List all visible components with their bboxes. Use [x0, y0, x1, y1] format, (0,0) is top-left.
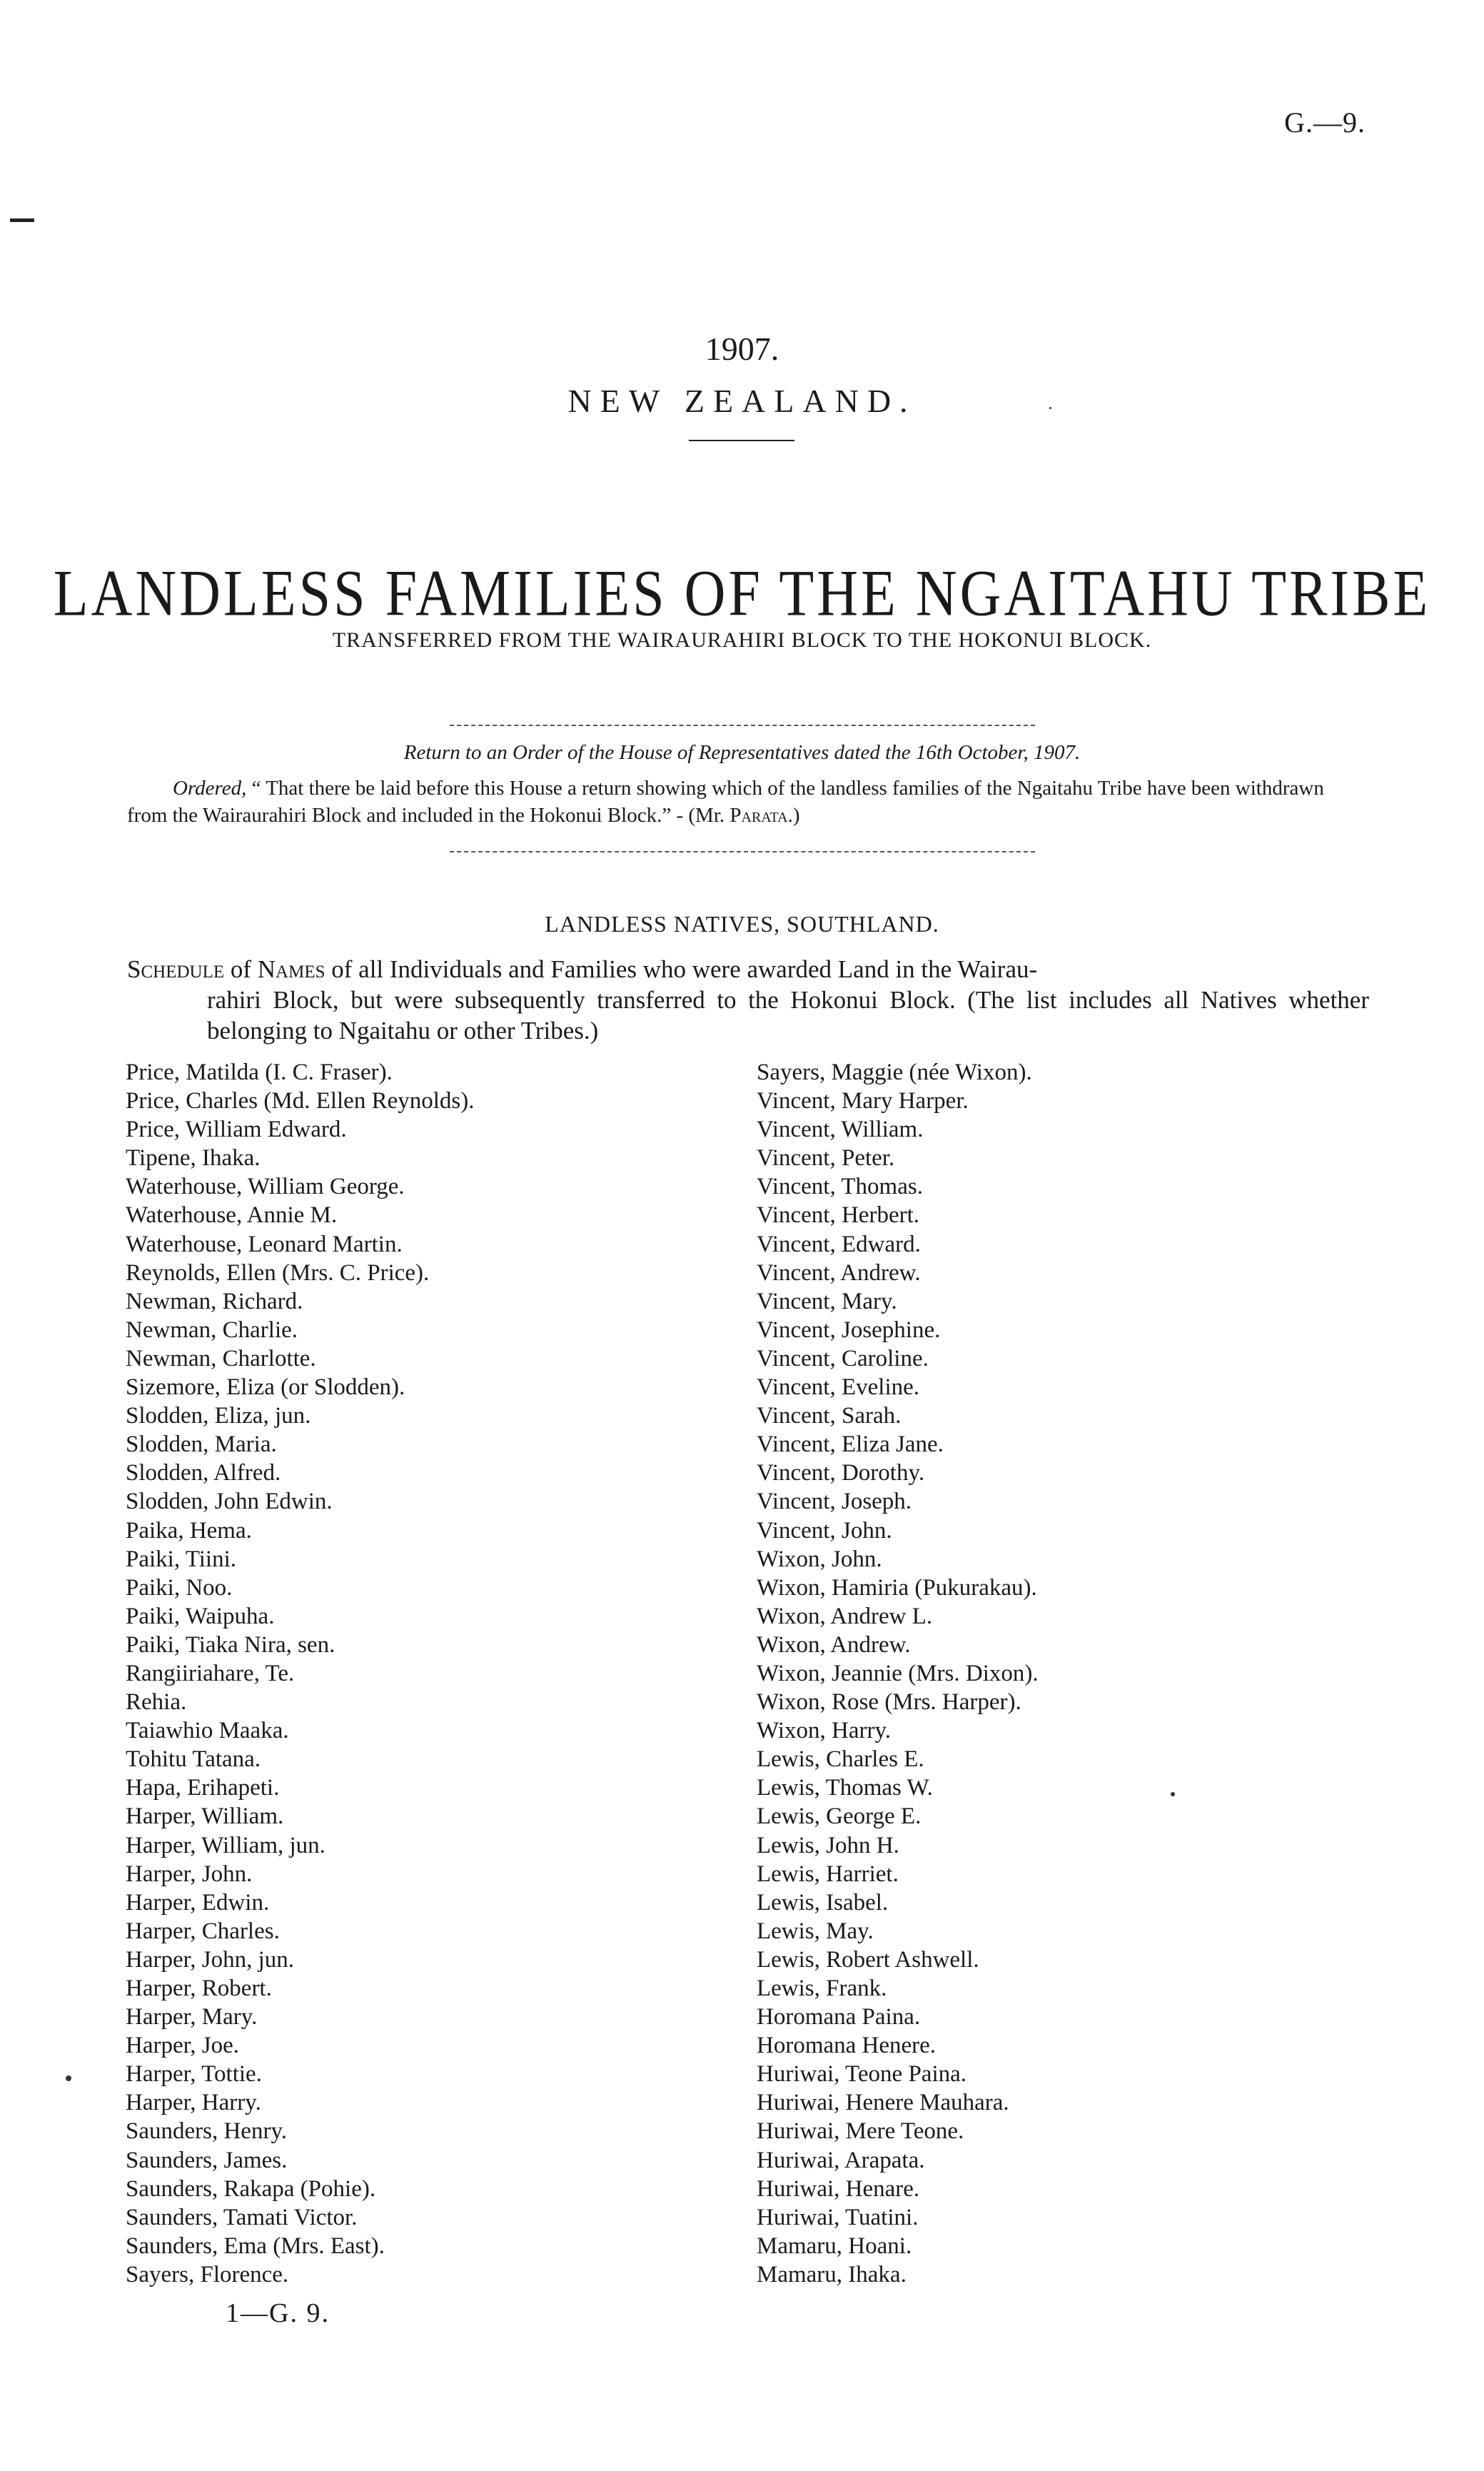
- name-entry: Wixon, Hamiria (Pukurakau).: [757, 1574, 1037, 1601]
- name-entry: Price, William Edward.: [126, 1117, 347, 1143]
- name-entry: Saunders, James.: [126, 2147, 288, 2173]
- name-entry: Huriwai, Mere Teone.: [757, 2118, 964, 2145]
- name-entry: Taiawhio Maaka.: [126, 1718, 289, 1744]
- name-entry: Saunders, Tamati Victor.: [126, 2204, 358, 2230]
- name-entry: Huriwai, Teone Paina.: [757, 2061, 967, 2088]
- name-entry: Lewis, Harriet.: [757, 1861, 899, 1887]
- name-entry: Paiki, Noo.: [126, 1574, 233, 1601]
- name-entry: Harper, John.: [126, 1861, 253, 1887]
- paper-speck: [1171, 1792, 1175, 1796]
- name-entry: Paiki, Tiaka Nira, sen.: [126, 1631, 335, 1658]
- ordered-word: Ordered,: [173, 777, 247, 800]
- name-entry: Vincent, Caroline.: [757, 1345, 929, 1372]
- name-entry: Lewis, Frank.: [757, 1976, 887, 2001]
- name-entry: Lewis, George E.: [757, 1803, 922, 1830]
- name-entry: Vincent, Herbert.: [757, 1202, 920, 1229]
- name-entry: Rangiiriahare, Te.: [126, 1660, 295, 1686]
- name-entry: Waterhouse, Annie M.: [126, 1202, 338, 1229]
- name-entry: Vincent, Thomas.: [757, 1174, 923, 1200]
- order-bottom-divider: [450, 851, 1035, 852]
- country-heading: NEW ZEALAND.: [567, 383, 917, 419]
- name-entry: Vincent, John.: [757, 1517, 892, 1544]
- name-entry: Vincent, Andrew.: [757, 1259, 921, 1286]
- order-top-divider: [450, 725, 1035, 726]
- name-entry: Mamaru, Hoani.: [757, 2233, 912, 2259]
- name-entry: Vincent, Edward.: [757, 1231, 921, 1257]
- name-entry: Waterhouse, Leonard Martin.: [126, 1231, 403, 1257]
- name-entry: Lewis, John H.: [757, 1832, 899, 1858]
- document-subtitle: TRANSFERRED FROM THE WAIRAURAHIRI BLOCK TO THE HOKONUI BLOCK.: [332, 628, 1152, 652]
- names-word: Names: [257, 955, 325, 983]
- sheet-reference: 1—G. 9.: [226, 2298, 330, 2328]
- name-entry: Wixon, Jeannie (Mrs. Dixon).: [757, 1660, 1039, 1686]
- name-entry: Lewis, Thomas W.: [757, 1775, 933, 1801]
- name-entry: Slodden, Eliza, jun.: [126, 1403, 311, 1429]
- paper-speck: [1049, 407, 1051, 409]
- order-closing: .): [787, 804, 800, 827]
- paper-speck: [66, 2075, 71, 2081]
- name-entry: Wixon, Andrew.: [757, 1631, 911, 1658]
- schedule-text-line1: of all Individuals and Families who were awarded Land in the Wairau-: [331, 955, 1038, 983]
- schedule-description: [127, 954, 1369, 1046]
- name-entry: Vincent, Mary Harper.: [757, 1088, 969, 1114]
- name-entry: Sayers, Florence.: [126, 2261, 289, 2288]
- name-entry: Vincent, Josephine.: [757, 1317, 941, 1343]
- name-entry: Harper, John, jun.: [126, 1946, 295, 1973]
- name-entry: Rehia.: [126, 1689, 187, 1716]
- name-entry: Paiki, Tiini.: [126, 1546, 236, 1572]
- name-entry: Wixon, Rose (Mrs. Harper).: [757, 1689, 1021, 1716]
- name-entry: Vincent, William.: [757, 1117, 924, 1143]
- name-entry: Lewis, Robert Ashwell.: [757, 1946, 979, 1973]
- name-entry: Waterhouse, William George.: [126, 1174, 405, 1200]
- schedule-word: Schedule: [127, 955, 225, 983]
- name-entry: Harper, Mary.: [126, 2004, 258, 2030]
- name-entry: Vincent, Dorothy.: [757, 1460, 925, 1486]
- name-entry: Saunders, Ema (Mrs. East).: [126, 2233, 385, 2259]
- member-name: Parata: [730, 804, 788, 827]
- name-entry: Slodden, Alfred.: [126, 1460, 281, 1486]
- margin-mark: [10, 218, 34, 222]
- name-entry: Harper, Edwin.: [126, 1889, 270, 1916]
- schedule-text-line2: rahiri Block, but were subsequently transferred to the Hokonui Block. (The list includes all Natives whether belonging to Ngaitahu or other Tribes.): [207, 986, 1369, 1045]
- name-entry: Harper, Charles.: [126, 1918, 280, 1944]
- name-entry: Newman, Charlie.: [126, 1317, 298, 1343]
- name-entry: Lewis, Charles E.: [757, 1746, 924, 1773]
- schedule-of: of: [230, 955, 252, 983]
- name-entry: Huriwai, Henare.: [757, 2175, 920, 2202]
- name-entry: Saunders, Rakapa (Pohie).: [126, 2175, 376, 2202]
- name-entry: Horomana Henere.: [757, 2033, 937, 2059]
- name-entry: Harper, William, jun.: [126, 1832, 325, 1858]
- name-entry: Harper, Tottie.: [126, 2061, 262, 2088]
- name-entry: Huriwai, Tuatini.: [757, 2204, 919, 2230]
- name-entry: Tohitu Tatana.: [126, 1746, 261, 1773]
- return-line: Return to an Order of the House of Representatives dated the 16th October, 1907.: [403, 741, 1081, 764]
- name-entry: Mamaru, Ihaka.: [757, 2261, 907, 2288]
- name-entry: Horomana Paina.: [757, 2004, 921, 2030]
- name-entry: Vincent, Sarah.: [757, 1403, 902, 1429]
- section-heading: LANDLESS NATIVES, SOUTHLAND.: [545, 911, 939, 937]
- name-entry: Saunders, Henry.: [126, 2118, 288, 2145]
- name-entry: Tipene, Ihaka.: [126, 1145, 261, 1172]
- name-entry: Wixon, Andrew L.: [757, 1603, 933, 1629]
- name-entry: Price, Charles (Md. Ellen Reynolds).: [126, 1088, 475, 1114]
- name-entry: Harper, William.: [126, 1803, 284, 1830]
- document-year: 1907.: [705, 331, 779, 367]
- name-entry: Vincent, Eveline.: [757, 1374, 920, 1401]
- document-title: LANDLESS FAMILIES OF THE NGAITAHU TRIBE: [53, 558, 1431, 630]
- name-entry: Hapa, Erihapeti.: [126, 1775, 280, 1801]
- name-entry: Wixon, John.: [757, 1546, 882, 1572]
- name-entry: Huriwai, Arapata.: [757, 2147, 925, 2173]
- name-entry: Sayers, Maggie (née Wixon).: [757, 1060, 1032, 1085]
- name-entry: Huriwai, Henere Mauhara.: [757, 2090, 1009, 2116]
- names-column-right: [757, 1058, 1385, 2289]
- name-entry: Sizemore, Eliza (or Slodden).: [126, 1374, 405, 1401]
- name-entry: Lewis, Isabel.: [757, 1889, 889, 1916]
- heading-divider: [689, 440, 794, 441]
- names-column-left: [126, 1058, 754, 2289]
- order-text: [127, 775, 1369, 829]
- name-entry: Harper, Robert.: [126, 1976, 272, 2001]
- name-entry: Paiki, Waipuha.: [126, 1603, 275, 1629]
- name-entry: Reynolds, Ellen (Mrs. C. Price).: [126, 1259, 430, 1286]
- name-entry: Vincent, Mary.: [757, 1288, 897, 1314]
- name-entry: Vincent, Joseph.: [757, 1489, 912, 1515]
- name-entry: Newman, Richard.: [126, 1288, 303, 1314]
- name-entry: Harper, Harry.: [126, 2090, 261, 2116]
- name-entry: Newman, Charlotte.: [126, 1345, 316, 1372]
- name-entry: Price, Matilda (I. C. Fraser).: [126, 1060, 393, 1085]
- name-entry: Vincent, Eliza Jane.: [757, 1431, 944, 1458]
- name-entry: Wixon, Harry.: [757, 1718, 892, 1744]
- name-entry: Lewis, May.: [757, 1918, 874, 1944]
- name-entry: Vincent, Peter.: [757, 1145, 895, 1172]
- name-entry: Slodden, Maria.: [126, 1431, 277, 1458]
- name-entry: Slodden, John Edwin.: [126, 1489, 333, 1515]
- name-entry: Harper, Joe.: [126, 2033, 240, 2059]
- name-entry: Paika, Hema.: [126, 1517, 252, 1544]
- order-body: “ That there be laid before this House a return showing which of the landless families of the Ngaitahu Tribe have been withdrawn from the Wairaurahiri Block and included in the Hokonui Block.” - (Mr.: [127, 777, 1324, 827]
- page-reference: G.—9.: [1284, 106, 1366, 139]
